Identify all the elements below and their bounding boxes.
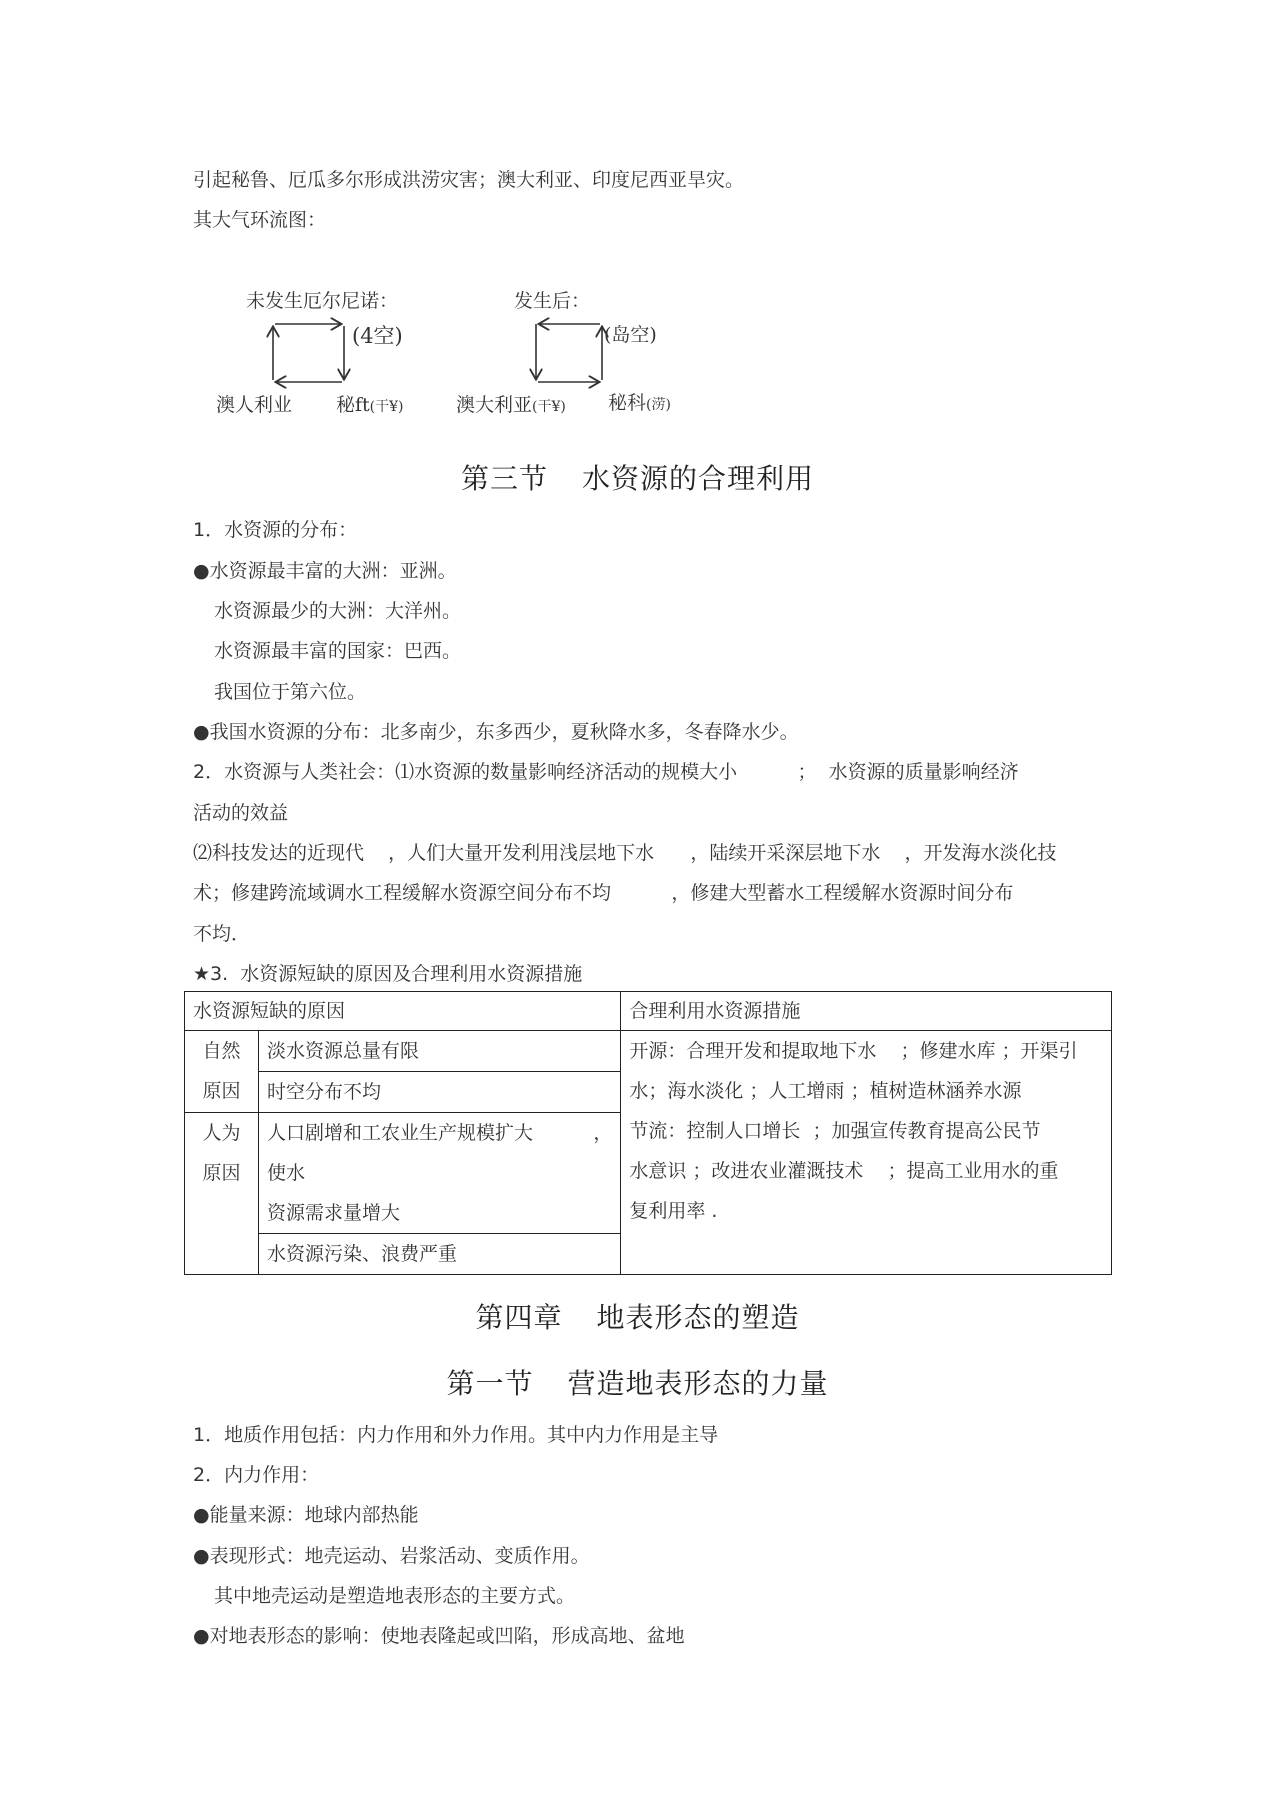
text-line: 其中地壳运动是塑造地表形态的主要方式。: [214, 1585, 576, 1607]
text-line: 1．地质作用包括：内力作用和外力作用。其中内力作用是主导: [193, 1424, 719, 1446]
text-line: 活动的效益: [193, 802, 289, 824]
text-line: 水资源最丰富的国家：巴西。: [214, 640, 462, 662]
human-cause-label: 人为 原因: [185, 1113, 259, 1275]
diagram-before-top-right: (4空): [352, 324, 403, 348]
diagram-after-title: 发生后：: [514, 290, 591, 312]
water-resource-table: [184, 991, 1112, 1275]
section-heading: 第三节 水资源的合理利用: [460, 462, 815, 495]
table-cell: 水资源污染、浪费严重: [258, 1234, 620, 1275]
text-line: ★3. 水资源短缺的原因及合理利用水资源措施: [193, 963, 583, 985]
diagram-after-bottom-right: 秘科(涝): [608, 392, 671, 414]
bullet-line: ●对地表形态的影响：使地表隆起或凹陷，形成高地、盆地: [193, 1625, 685, 1647]
text-line: ⑵科技发达的近现代 ，人们大量开发利用浅层地下水 ，陆续开采深层地下水 ，开发海水淡化技: [193, 842, 1057, 864]
text-line: 术；修建跨流域调水工程缓解水资源空间分布不均 ，修建大型蓄水工程缓解水资源时间分布: [193, 882, 1014, 904]
table-cell: 淡水资源总量有限: [258, 1031, 620, 1072]
text-line: 其大气环流图：: [193, 209, 327, 231]
before-loop-arrows: [273, 324, 344, 382]
table-cell: 人口剧增和工农业生产规模扩大 ， 使水 资源需求量增大: [258, 1113, 620, 1234]
bullet-line: ●水资源最丰富的大洲：亚洲。: [193, 560, 457, 582]
after-loop-arrows: [536, 324, 602, 382]
section-heading: 第一节 营造地表形态的力量: [446, 1367, 829, 1400]
natural-cause-label: 自然 原因: [185, 1031, 259, 1113]
bullet-line: ●表现形式：地壳运动、岩浆活动、变质作用。: [193, 1545, 590, 1567]
table-header-measures: 合理利用水资源措施: [621, 992, 1112, 1031]
chapter-heading: 第四章 地表形态的塑造: [475, 1301, 800, 1334]
diagram-before-title: 未发生厄尔尼诺：: [246, 290, 399, 312]
text-line: 2．水资源与人类社会：⑴水资源的数量影响经济活动的规模大小 ； 水资源的质量影响经济: [193, 761, 1019, 783]
measures-cell: 开源：合理开发和提取地下水 ；修建水库 ；开渠引 水；海水淡化 ；人工增雨 ；植树造林涵养水源 节流：控制人口增长 ；加强宣传教育提高公民节 水意识 ；改进农业灌溉技术 ；提高工业用水的重 复利用率 .: [621, 1031, 1112, 1275]
atmospheric-circulation-diagram: [0, 0, 1275, 430]
diagram-before-bottom-right: 秘ft(干¥): [336, 394, 404, 416]
diagram-after-bottom-left: 澳大利亚(干¥): [456, 394, 566, 416]
text-line: 引起秘鲁、厄瓜多尔形成洪涝灾害；澳大利亚、印度尼西亚旱灾。: [193, 169, 745, 191]
diagram-before-bottom-left: 澳人利业: [216, 394, 293, 416]
text-line: 1．水资源的分布：: [193, 519, 358, 541]
text-line: 不均．: [193, 923, 251, 945]
table-cell: 时空分布不均: [258, 1072, 620, 1113]
bullet-line: ●能量来源：地球内部热能: [193, 1504, 419, 1526]
diagram-after-top-right: (岛空): [604, 324, 657, 346]
bullet-line: ●我国水资源的分布：北多南少，东多西少，夏秋降水多，冬春降水少。: [193, 721, 799, 743]
text-line: 水资源最少的大洲：大洋州。: [214, 600, 462, 622]
table-header-causes: 水资源短缺的原因: [185, 992, 621, 1031]
text-line: 2．内力作用：: [193, 1464, 320, 1486]
text-line: 我国位于第六位。: [214, 681, 367, 703]
